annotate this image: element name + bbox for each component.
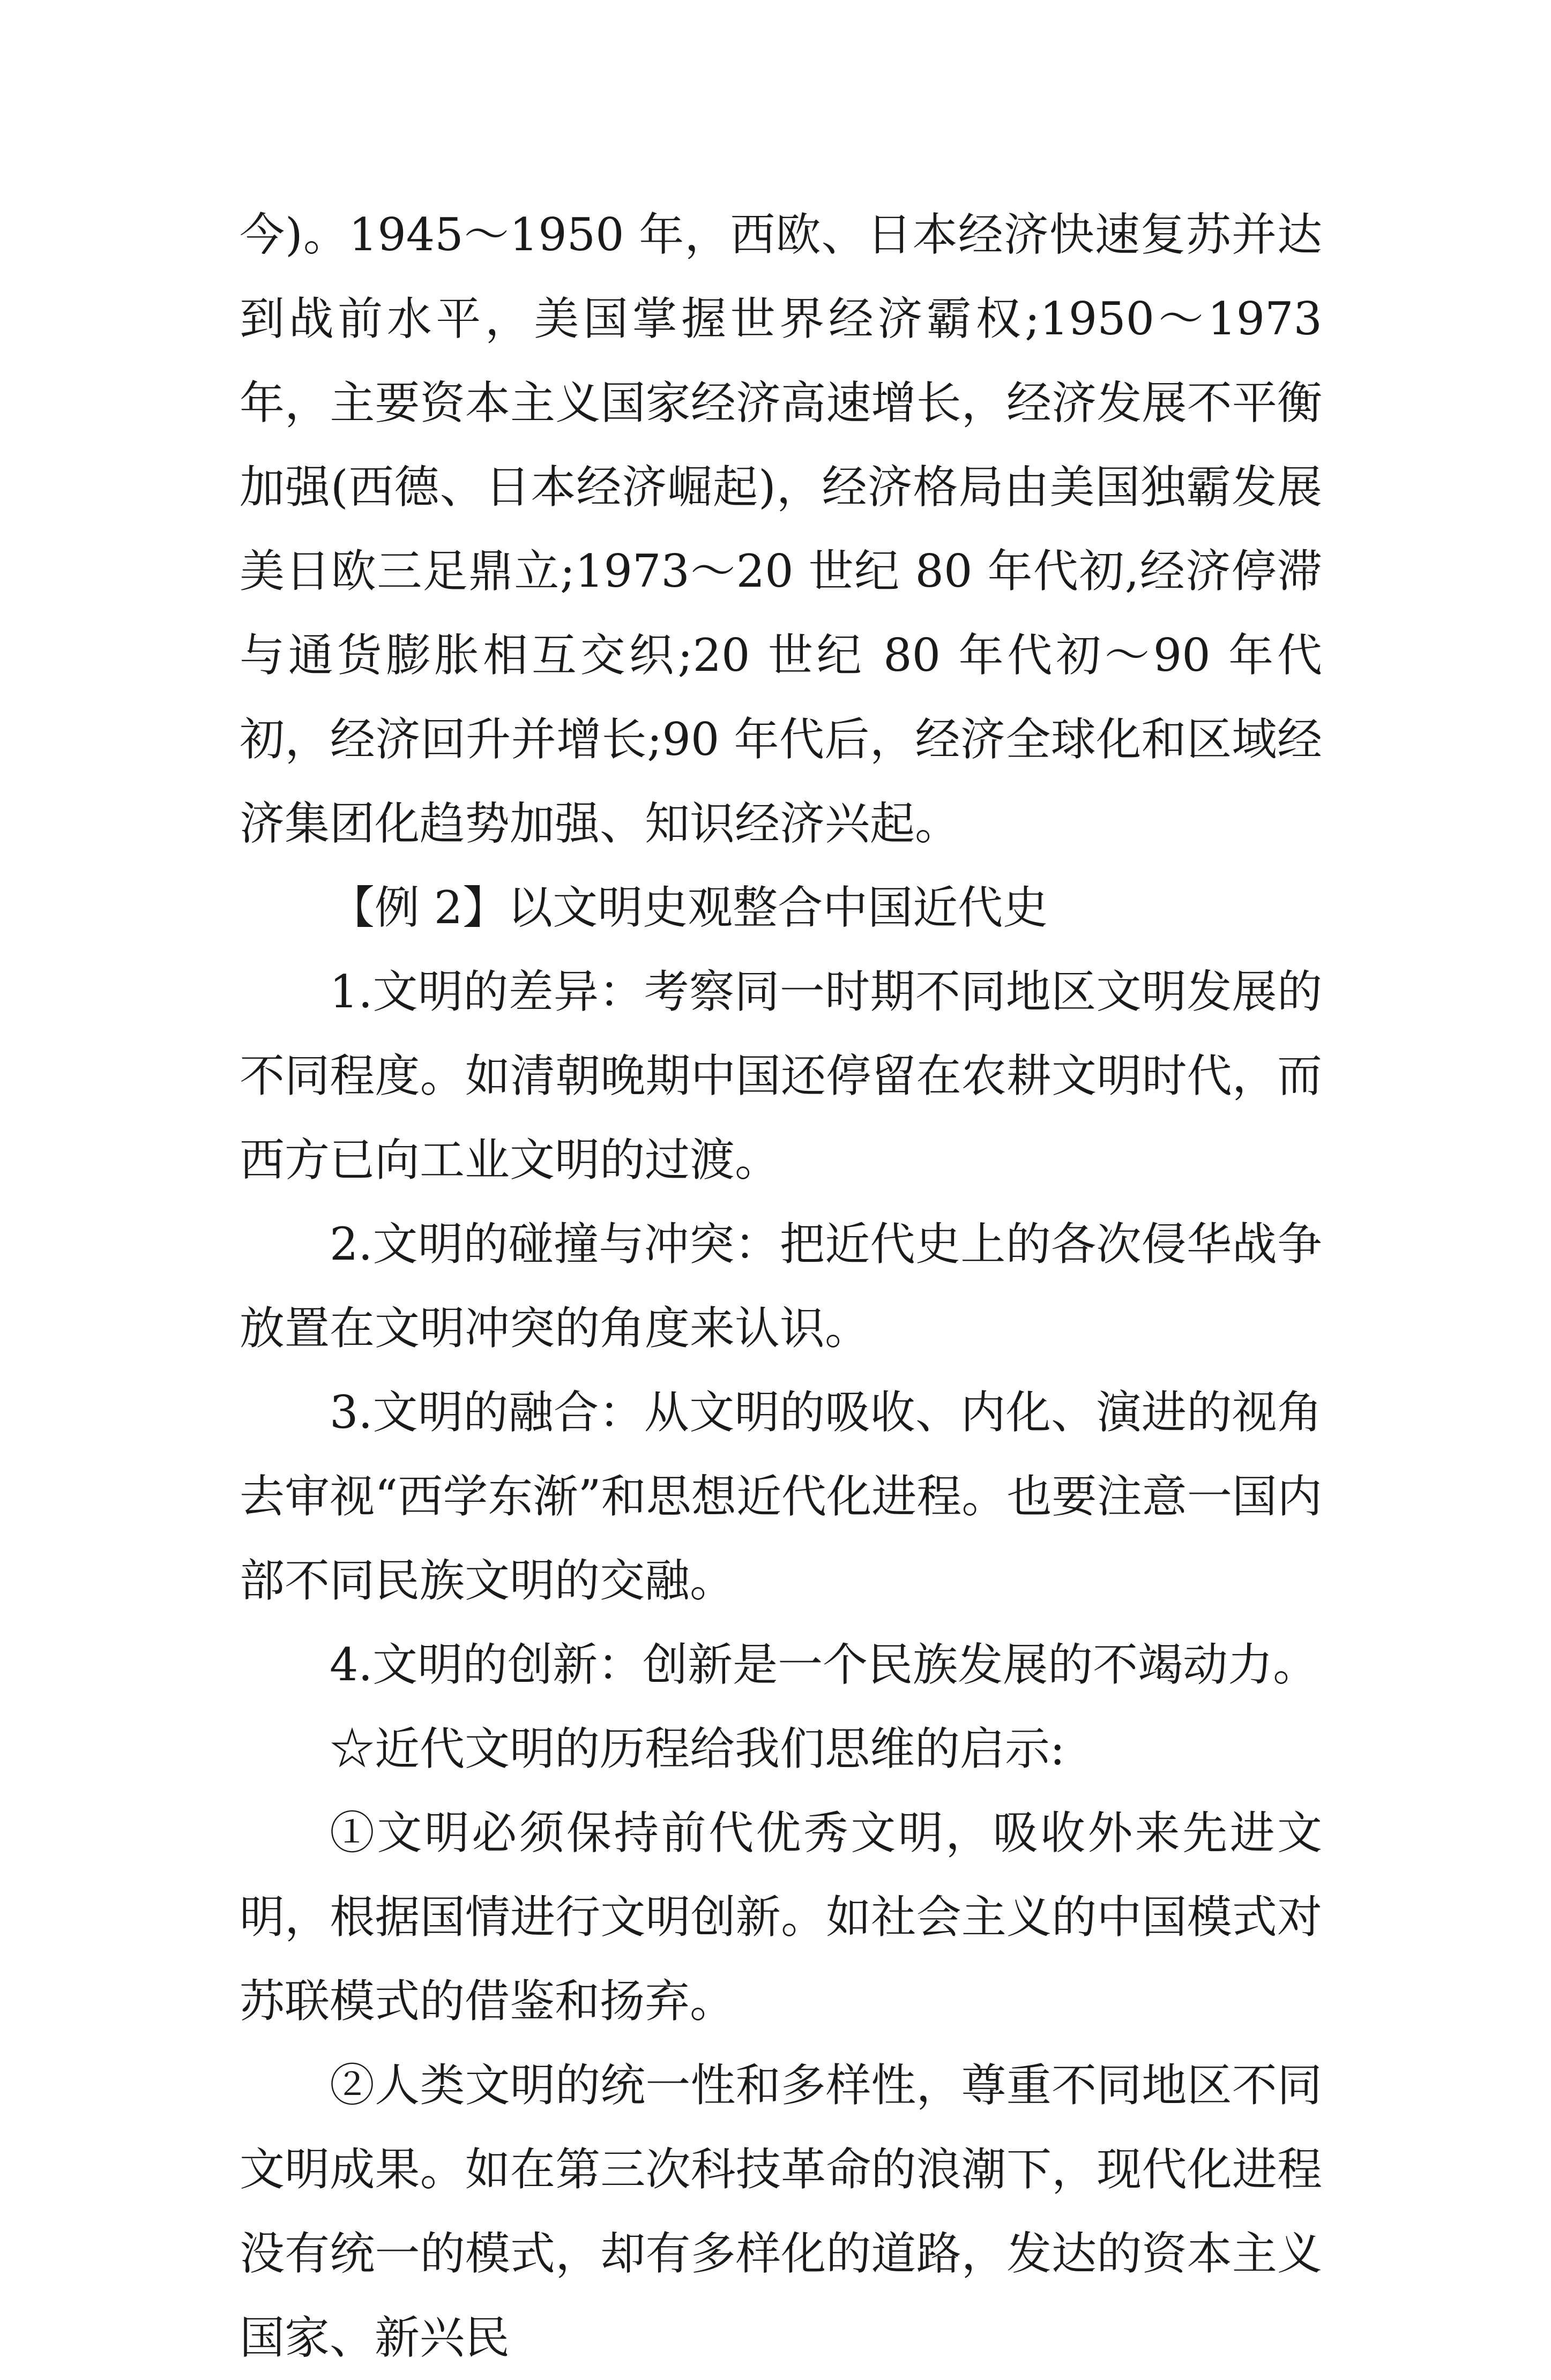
paragraph-insight-2: ②人类文明的统一性和多样性，尊重不同地区不同文明成果。如在第三次科技革命的浪潮下，现代化进程没有统一的模式，却有多样化的道路，发达的资本主义国家、新兴民 [240,2059,1322,2364]
example-heading: 【例 2】以文明史观整合中国近代史 [330,881,1048,934]
paragraph-insight-1: ①文明必须保持前代优秀文明，吸收外来先进文明，根据国情进行文明创新。如社会主义的中国模式对苏联模式的借鉴和扬弃。 [240,1807,1322,2027]
paragraph-point-1: 1.文明的差异：考察同一时期不同地区文明发展的不同程度。如清朝晚期中国还停留在农耕文明时代，而西方已向工业文明的过渡。 [240,966,1322,1186]
insight-heading: ☆近代文明的历程给我们思维的启示: [330,1723,1065,1775]
paragraph-point-4: 4.文明的创新：创新是一个民族发展的不竭动力。 [330,1638,1318,1691]
paragraph-point-3: 3.文明的融合：从文明的吸收、内化、演进的视角去审视“西学东渐”和思想近代化进程。也要注意一国内部不同民族文明的交融。 [240,1386,1322,1607]
paragraph-point-2: 2.文明的碰撞与冲突：把近代史上的各次侵华战争放置在文明冲突的角度来认识。 [240,1218,1322,1354]
body-text [240,193,1322,2380]
paragraph-continuation: 今)。1945～1950 年，西欧、日本经济快速复苏并达到战前水平，美国掌握世界经济霸权;1950～1973 年，主要资本主义国家经济高速增长，经济发展不平衡加强(西德、日本经济崛起)，经济格局由美国独霸发展美日欧三足鼎立;1973～20 世纪 80 年代初,经济停滞与通货膨胀相互交织;20 世纪 80 年代初～90 年代初，经济回升并增长;90 年代后，经济全球化和区域经济集团化趋势加强、知识经济兴起。 [240,208,1322,850]
